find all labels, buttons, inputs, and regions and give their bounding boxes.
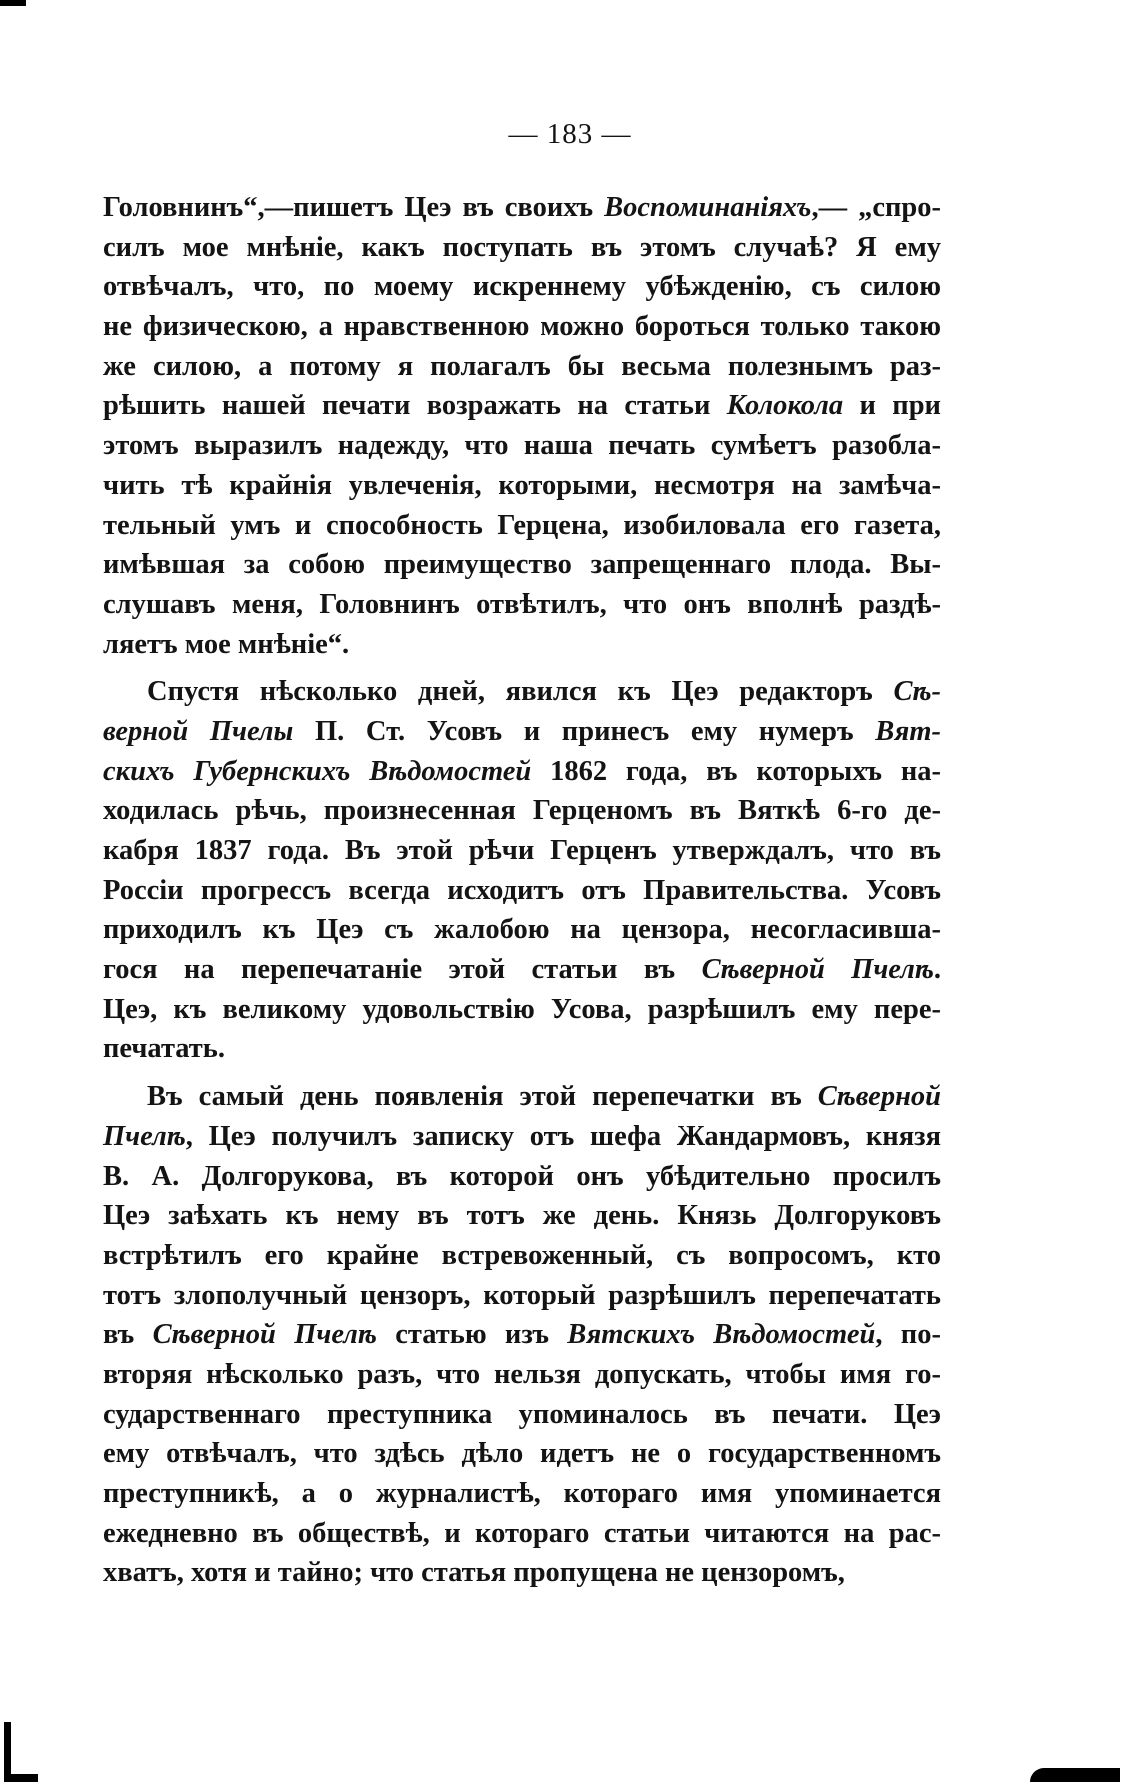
text-run: же силою, а потому я полагалъ бы весьма полезнымъ раз- [103, 350, 941, 382]
text-line [103, 347, 941, 387]
text-run: ,— „спро- [811, 192, 941, 223]
text-line [103, 426, 941, 466]
text-run: 1862 года, въ которыхъ на- [531, 755, 941, 787]
text-line [103, 267, 941, 307]
italic-title: Пчелѣ [103, 1120, 186, 1152]
text-line [103, 1355, 941, 1395]
text-run: встрѣтилъ его крайне встревоженный, съ вопросомъ, кто [103, 1239, 941, 1271]
text-run: имѣвшая за собою преимущество запрещеннаго плода. Вы- [103, 549, 941, 581]
text-line [103, 1077, 941, 1117]
body-text [103, 188, 941, 1593]
italic-title: Сѣверной Пчелѣ [701, 954, 934, 986]
text-line [103, 545, 941, 585]
italic-title: Сѣверной [817, 1081, 941, 1113]
paragraph-gap [103, 1069, 941, 1077]
italic-title: Колокола [726, 390, 844, 422]
text-line [103, 712, 941, 752]
italic-title: Вят- [875, 715, 941, 747]
paragraph-gap [103, 664, 941, 672]
text-run: П. Ст. Усовъ и принесъ ему нумеръ [293, 715, 876, 747]
text-run: Россіи прогрессъ всегда исходитъ отъ Правительства. Усовъ [103, 874, 941, 906]
text-run: и при [843, 390, 941, 422]
scan-mark-bottom-left-foot [4, 1774, 38, 1782]
text-line [103, 831, 941, 871]
text-run: , Цеэ получилъ записку отъ шефа Жандармовъ, князя [185, 1120, 941, 1152]
paragraph [103, 672, 941, 1069]
text-line [103, 228, 941, 268]
text-line [103, 990, 941, 1030]
text-run: слушавъ меня, Головнинъ отвѣтилъ, что онъ вполнѣ раздѣ- [103, 588, 941, 620]
text-run: В. А. Долгорукова, въ которой онъ убѣдительно просилъ [103, 1160, 941, 1192]
text-line [103, 1236, 941, 1276]
italic-title: Воспоминаніяхъ [604, 192, 812, 223]
text-run: Головнинъ“,—пишетъ Цеэ въ своихъ [103, 192, 605, 223]
text-line [103, 1315, 941, 1355]
text-run: кабря 1837 года. Въ этой рѣчи Герценъ утверждалъ, что въ [103, 835, 941, 866]
text-run: сударственнаго преступника упоминалось въ печати. Цеэ [103, 1398, 941, 1430]
text-line [103, 871, 941, 911]
text-run: печатать. [103, 1033, 226, 1065]
text-run: ему отвѣчалъ, что здѣсь дѣло идетъ не о государственномъ [103, 1438, 941, 1470]
text-line [103, 386, 941, 426]
text-run: этомъ выразилъ надежду, что наша печать сумѣетъ разобла- [103, 430, 941, 462]
text-line [103, 910, 941, 950]
text-run: силъ мое мнѣніе, какъ поступать въ этомъ случаѣ? Я ему [103, 231, 941, 263]
italic-title: Сѣ- [893, 676, 941, 708]
text-line [103, 307, 941, 347]
text-line [103, 1117, 941, 1157]
text-run: Цеэ заѣхать къ нему въ тотъ же день. Князь Долгоруковъ [103, 1200, 941, 1232]
scan-mark-top-left [0, 0, 26, 6]
text-run: рѣшить нашей печати возражать на статьи [103, 390, 727, 422]
text-run: ежедневно въ обществѣ, и котораго статьи читаются на рас- [103, 1517, 941, 1549]
text-line [103, 1276, 941, 1316]
text-run: ляетъ мое мнѣніе“. [103, 628, 350, 660]
text-run: не физическою, а нравственною можно бороться только такою [103, 311, 941, 343]
text-run: отвѣчалъ, что, по моему искреннему убѣжденію, съ силою [103, 271, 941, 303]
text-line [103, 188, 941, 228]
text-run: статью изъ [376, 1319, 568, 1351]
text-run: гося на перепечатаніе этой статьи въ [103, 954, 702, 986]
text-run: въ [103, 1319, 153, 1351]
text-run: Цеэ, къ великому удовольствію Усова, разрѣшилъ ему пере- [103, 993, 941, 1025]
text-line [103, 1395, 941, 1435]
text-line [103, 506, 941, 546]
text-line [103, 1434, 941, 1474]
italic-title: скихъ Губернскихъ Вѣдомостей [103, 755, 532, 787]
scan-mark-bottom-left [4, 1722, 11, 1782]
text-run: . [933, 954, 942, 986]
italic-title: Вятскихъ Вѣдомостей [567, 1319, 876, 1351]
text-line [103, 791, 941, 831]
text-line [103, 1474, 941, 1514]
text-line [103, 585, 941, 625]
paragraph [103, 188, 941, 664]
text-run: приходилъ къ Цеэ съ жалобою на цензора, несогласивша- [103, 914, 941, 946]
text-run: чить тѣ крайнія увлеченія, которыми, несмотря на замѣча- [103, 469, 941, 501]
text-run: вторяя нѣсколько разъ, что нельзя допускать, чтобы имя го- [103, 1358, 941, 1390]
scan-mark-bottom-right [1030, 1768, 1120, 1782]
text-line [103, 1514, 941, 1554]
italic-title: верной Пчелы [103, 715, 294, 747]
text-run: тотъ злополучный цензоръ, который разрѣшилъ перепечатать [103, 1279, 941, 1311]
text-run: , по- [875, 1319, 941, 1351]
text-line [103, 1196, 941, 1236]
text-line [103, 1553, 941, 1593]
text-line [103, 1157, 941, 1197]
text-run: преступникѣ, а о журналистѣ, котораго имя упоминается [103, 1478, 941, 1509]
text-line [103, 752, 941, 792]
text-run: тельный умъ и способность Герцена, изобиловала его газета, [103, 509, 941, 541]
text-line [103, 672, 941, 712]
paragraph [103, 1077, 941, 1593]
text-line [103, 466, 941, 506]
text-run: Въ самый день появленія этой перепечатки въ [147, 1081, 818, 1113]
text-run: ходилась рѣчь, произнесенная Герценомъ въ Вяткѣ 6-го де- [103, 795, 941, 827]
text-line [103, 950, 941, 990]
text-run: хватъ, хотя и тайно; что статья пропущена не цензоромъ, [103, 1557, 845, 1589]
text-line [103, 1029, 941, 1069]
page-number: — 183 — [508, 118, 632, 150]
text-line [103, 625, 941, 665]
text-run: Спустя нѣсколько дней, явился къ Цеэ редакторъ [147, 676, 894, 708]
italic-title: Сѣверной Пчелѣ [152, 1319, 377, 1351]
